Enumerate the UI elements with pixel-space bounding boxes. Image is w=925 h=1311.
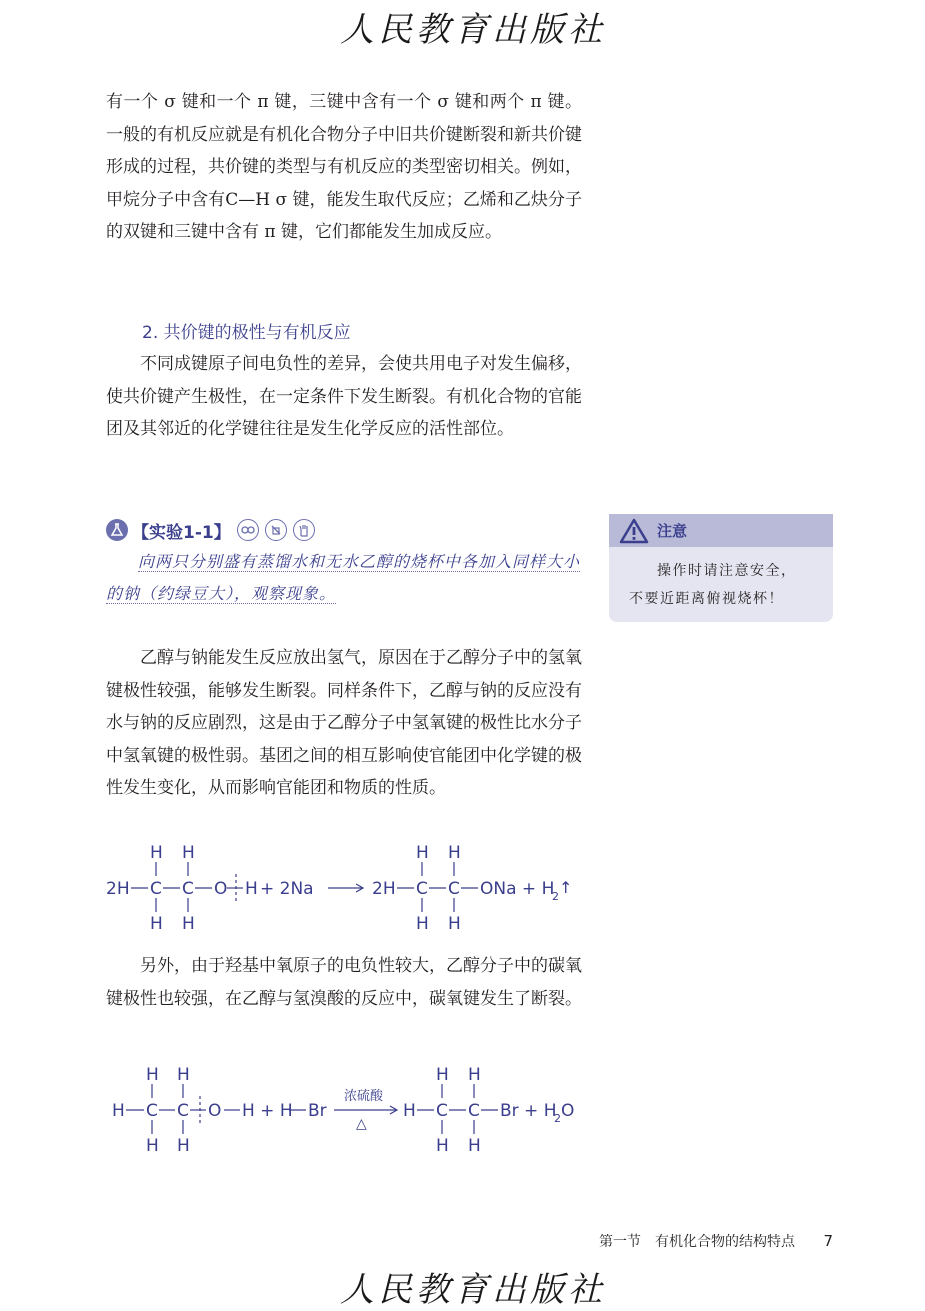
eq2-carbon-1: C bbox=[146, 1101, 158, 1121]
eq1-r-h-bottom-2: H bbox=[448, 914, 461, 934]
eq2-left-h: H bbox=[112, 1101, 125, 1121]
eq1-r-carbon-1: C bbox=[416, 879, 428, 899]
eq1-gas-arrow: ↑ bbox=[559, 878, 573, 897]
eq2-h-top-1: H bbox=[146, 1065, 159, 1085]
eq2-h2o-subscript: 2 bbox=[554, 1112, 561, 1125]
publisher-logo-top: 人民教育出版社 bbox=[340, 10, 606, 50]
note-line-1: 操作时请注意安全， bbox=[657, 563, 797, 579]
note-body bbox=[609, 547, 833, 613]
experiment-text: 向两只分别盛有蒸馏水和无水乙醇的烧杯中各加入同样大小的钠（约绿豆大），观察现象。 bbox=[106, 552, 581, 603]
goggles-icon bbox=[237, 519, 259, 541]
eq2-h-bottom-2: H bbox=[177, 1136, 190, 1156]
eq1-carbon-2: C bbox=[182, 879, 194, 899]
eq1-plus-na: + 2Na bbox=[260, 879, 314, 899]
eq1-r-h-top-2: H bbox=[448, 843, 461, 863]
page-number: 7 bbox=[823, 1232, 833, 1250]
eq2-r-carbon-1: C bbox=[436, 1101, 448, 1121]
eq1-hydroxyl-h: H bbox=[245, 879, 258, 899]
eq1-h2-subscript: 2 bbox=[552, 890, 559, 903]
eq1-right-tail: ONa + H bbox=[480, 879, 555, 899]
equation-ethanol-sodium bbox=[100, 838, 580, 938]
paragraph-polarity: 不同成键原子间电负性的差异，会使共用电子对发生偏移，使共价键产生极性，在一定条件下发生断裂。有机化合物的官能团及其邻近的化学键往往是发生化学反应的活性部位。 bbox=[106, 354, 582, 439]
eq1-oxygen: O bbox=[214, 879, 228, 899]
page-footer bbox=[599, 1231, 833, 1251]
eq2-condition-top: 浓硫酸 bbox=[344, 1089, 384, 1104]
eq1-r-h-bottom-1: H bbox=[416, 914, 429, 934]
eq2-r-h-top-1: H bbox=[436, 1065, 449, 1085]
eq2-condition-bottom: △ bbox=[356, 1116, 367, 1132]
paragraph-ethanol-sodium: 乙醇与钠能发生反应放出氢气，原因在于乙醇分子中的氢氧键极性较强，能够发生断裂。同样条件下，乙醇与钠的反应没有水与钠的反应剧烈，这是由于乙醇分子中氢氧键的极性比水分子中氢氧键的极性弱。基团之间的相互影响使官能团中化学键的极性发生变化，从而影响官能团和物质的性质。 bbox=[106, 648, 582, 798]
paragraph-ethanol-hbr: 另外，由于羟基中氧原子的电负性较大，乙醇分子中的碳氧键极性也较强，在乙醇与氢溴酸的反应中，碳氧键发生了断裂。 bbox=[106, 956, 582, 1009]
footer-section-title: 第一节 有机化合物的结构特点 bbox=[599, 1234, 795, 1250]
note-title: 注意 bbox=[657, 522, 688, 540]
warning-icon bbox=[619, 518, 649, 544]
eq2-r-h-bottom-1: H bbox=[436, 1136, 449, 1156]
paragraph-bond-types: 有一个 σ 键和一个 π 键，三键中含有一个 σ 键和两个 π 键。一般的有机反应就是有机化合物分子中旧共价键断裂和新共价键形成的过程，共价键的类型与有机反应的类型密切相关。例如，甲烷分子中含有C—H σ 键，能发生取代反应；乙烯和乙炔分子的双键和三键中含有 π 键，它们都能发生加成反应。 bbox=[106, 92, 582, 242]
equation-ethanol-hbr bbox=[100, 1060, 580, 1160]
eq2-right-h: H bbox=[403, 1101, 416, 1121]
no-touch-icon bbox=[265, 519, 287, 541]
note-line-2: 不要近距离俯视烧杯！ bbox=[629, 591, 784, 607]
eq2-br: Br bbox=[308, 1101, 327, 1121]
experiment-title: 【实验1-1】 bbox=[132, 522, 231, 543]
safety-note-box bbox=[609, 514, 833, 622]
publisher-logo-bottom: 人民教育出版社 bbox=[340, 1270, 606, 1310]
eq1-h-bottom-2: H bbox=[182, 914, 195, 934]
glove-icon bbox=[293, 519, 315, 541]
eq2-right-tail: Br + H bbox=[500, 1101, 557, 1121]
flask-icon bbox=[106, 519, 128, 541]
section-heading-polarity: 2. 共价键的极性与有机反应 bbox=[142, 323, 351, 343]
eq1-h-top-2: H bbox=[182, 843, 195, 863]
eq2-carbon-2: C bbox=[177, 1101, 189, 1121]
eq1-carbon-1: C bbox=[150, 879, 162, 899]
note-header bbox=[609, 514, 833, 547]
eq1-h-bottom-1: H bbox=[150, 914, 163, 934]
eq2-oxygen: O bbox=[208, 1101, 222, 1121]
eq1-left-prefix: 2H bbox=[106, 879, 130, 899]
eq2-h2o-o: O bbox=[561, 1101, 575, 1121]
eq1-h-top-1: H bbox=[150, 843, 163, 863]
eq1-r-carbon-2: C bbox=[448, 879, 460, 899]
eq2-r-h-bottom-2: H bbox=[468, 1136, 481, 1156]
eq2-r-h-top-2: H bbox=[468, 1065, 481, 1085]
eq1-r-h-top-1: H bbox=[416, 843, 429, 863]
eq2-h-bottom-1: H bbox=[146, 1136, 159, 1156]
eq2-r-carbon-2: C bbox=[468, 1101, 480, 1121]
eq2-h-top-2: H bbox=[177, 1065, 190, 1085]
eq1-right-prefix: 2H bbox=[372, 879, 396, 899]
experiment-description bbox=[106, 546, 584, 610]
experiment-title-row bbox=[106, 516, 315, 544]
eq2-mid: H + H bbox=[242, 1101, 293, 1121]
